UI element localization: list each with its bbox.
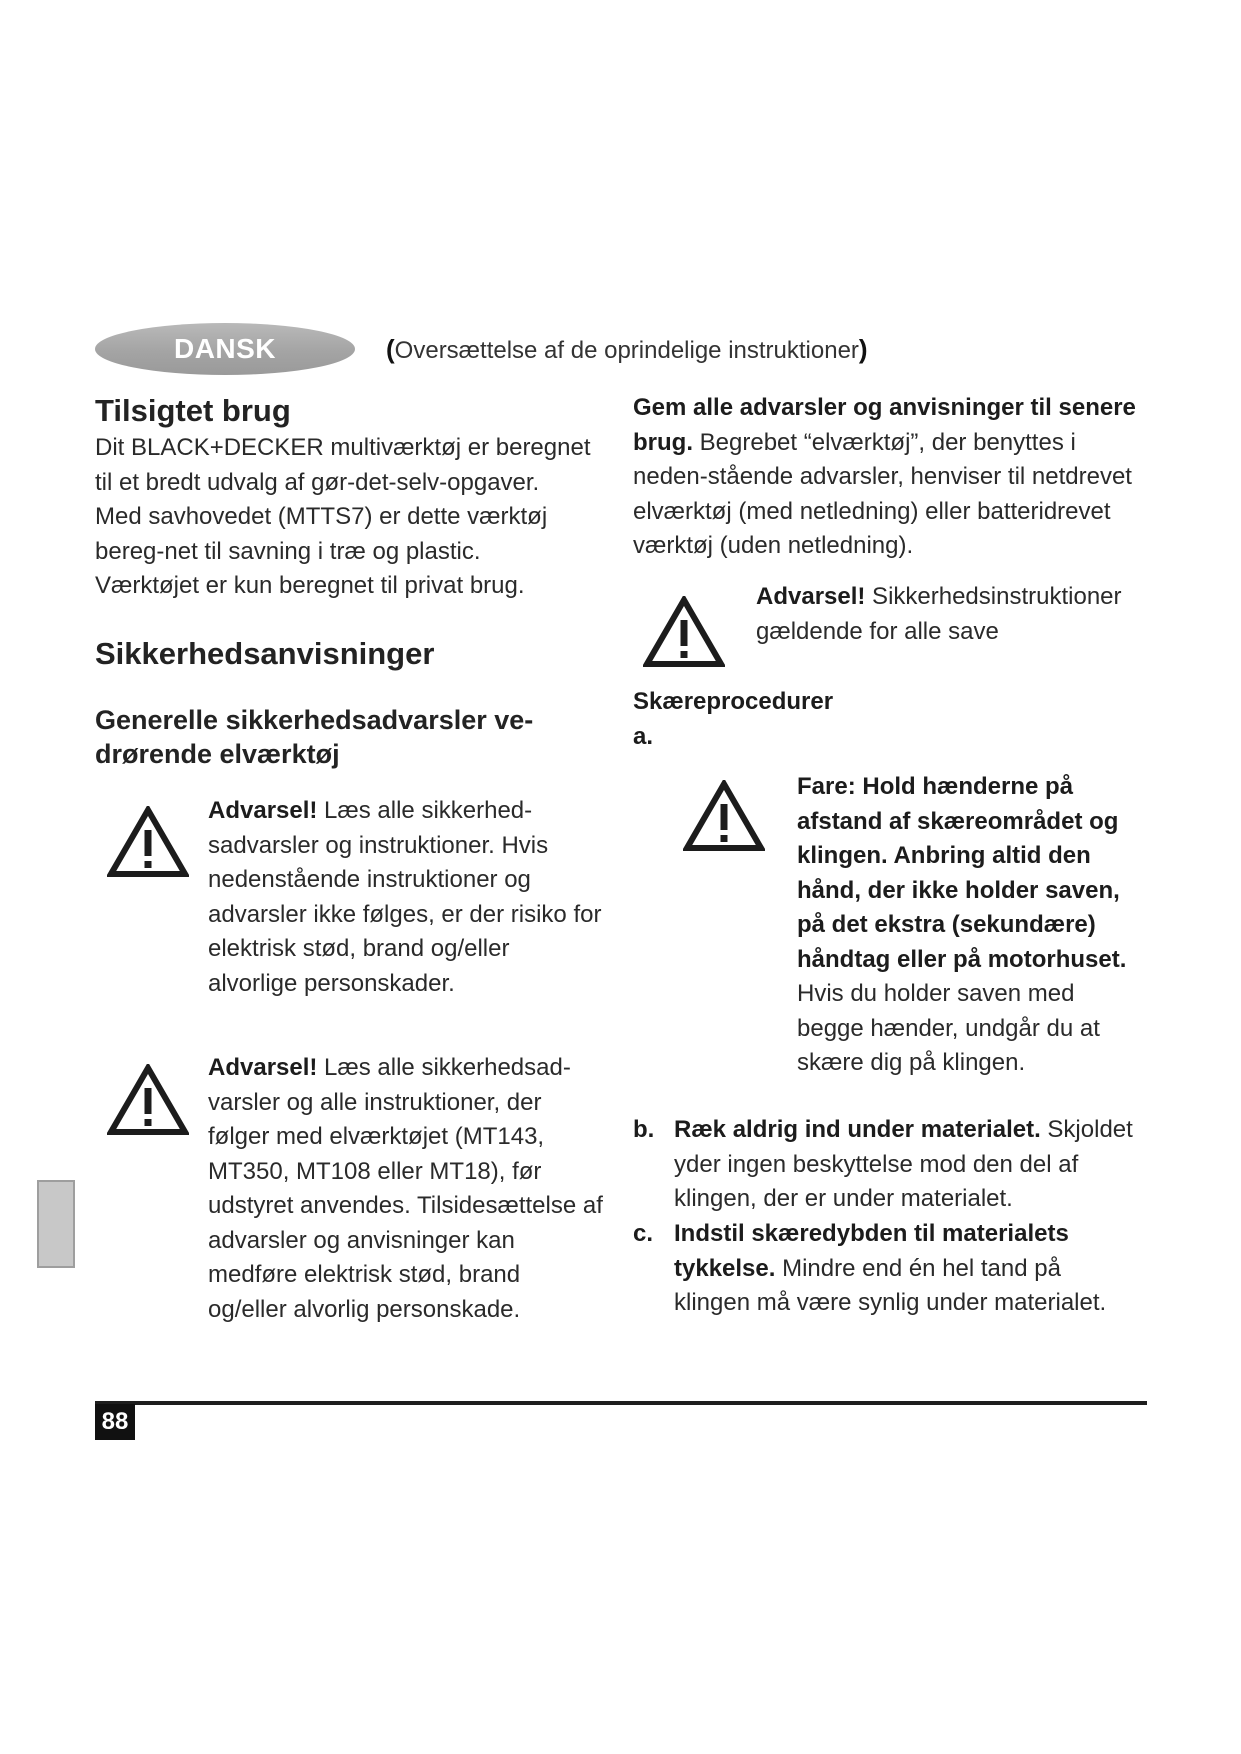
intended-use-paragraph-3: Værktøjet er kun beregnet til privat brug. — [95, 572, 525, 599]
paren-close: ) — [858, 334, 868, 364]
warning-general — [208, 794, 603, 1001]
item-a-bold: Fare: Hold hænderne på afstand af skæreområdet og klingen. Anbring altid den hånd, der ikke holder saven, på det ekstra (sekundære) håndtag eller på motorhuset. — [797, 773, 1127, 973]
intended-use-section — [95, 391, 615, 604]
item-b-bold: Ræk aldrig ind under materialet. — [674, 1116, 1041, 1143]
item-b-body: Skjoldet yder ingen beskyttelse mod den del af klingen, der er under materialet. — [674, 1116, 1133, 1212]
saw-warning-text: Sikkerhedsinstruktioner gældende for alle save — [756, 583, 1122, 645]
item-b — [633, 1113, 1143, 1217]
saw-warning-label: Advarsel! — [756, 583, 866, 610]
intended-use-paragraph-2: Med savhovedet (MTTS7) er dette værktøj bereg-net til savning i træ og plastic. — [95, 503, 548, 565]
intended-use-title: Tilsigtet brug — [95, 393, 291, 428]
item-b-label: b. — [633, 1116, 655, 1143]
translation-note — [386, 334, 868, 365]
save-instructions — [633, 391, 1138, 564]
item-c — [633, 1217, 1143, 1321]
cutting-title: Skæreprocedurer — [633, 688, 834, 715]
saw-warning — [756, 580, 1136, 649]
save-instructions-text: Begrebet “elværktøj”, der benyttes i neden-stående advarsler, henviser til netdrevet elværktøj (med netledning) eller batteridrevet værktøj (uden netledning). — [633, 428, 1132, 559]
warning-general-label: Advarsel! — [208, 797, 318, 824]
page-number: 88 — [95, 1404, 135, 1440]
warning-triangle-icon — [107, 1064, 189, 1141]
warning-triangle-icon — [683, 780, 765, 857]
paren-open: ( — [386, 334, 395, 364]
warning-tools-label: Advarsel! — [208, 1054, 318, 1081]
item-c-body: Mindre end én hel tand på klingen må være synlig under materialet. — [674, 1254, 1107, 1316]
item-c-bold: Indstil skæredybden til materialets tykkelse. — [674, 1220, 1069, 1282]
language-badge — [95, 323, 355, 375]
safety-title: Sikkerhedsanvisninger — [95, 636, 435, 671]
warning-general-text: Læs alle sikkerhed-sadvarsler og instruktioner. Hvis nedenstående instruktioner og advarsler ikke følges, er der risiko for elektrisk stød, brand og/eller alvorlige personskader. — [208, 797, 602, 997]
item-a-body: Hvis du holder saven med begge hænder, undgår du at skære dig på klingen. — [797, 980, 1100, 1076]
warning-triangle-icon — [107, 806, 189, 883]
translation-note-text: Oversættelse af de oprindelige instruktioner — [394, 337, 859, 364]
item-c-label: c. — [633, 1220, 654, 1247]
safety-subtitle: Generelle sikkerhedsadvarsler ve-drørende elværktøj — [95, 705, 534, 769]
chapter-side-tab — [37, 1180, 75, 1268]
item-a-text — [797, 770, 1142, 1081]
warning-tools — [208, 1051, 603, 1327]
intended-use-paragraph-1: Dit BLACK+DECKER multiværktøj er beregnet til et bredt udvalg af gør-det-selv-opgaver. — [95, 434, 591, 496]
item-a-label: a. — [633, 723, 654, 750]
warning-tools-text: Læs alle sikkerhedsad-varsler og alle instruktioner, der følger med elværktøjet (MT143, MT350, MT108 eller MT18), før udstyret anvendes. Tilsidesættelse af advarsler og anvisninger kan medføre elektrisk stød, brand og/eller alvorlig personskade. — [208, 1054, 603, 1323]
warning-triangle-icon — [643, 596, 725, 673]
footer-rule — [95, 1401, 1147, 1405]
language-label: DANSK — [173, 333, 277, 364]
save-instructions-bold: Gem alle advarsler og anvisninger til senere brug. — [633, 394, 1136, 456]
